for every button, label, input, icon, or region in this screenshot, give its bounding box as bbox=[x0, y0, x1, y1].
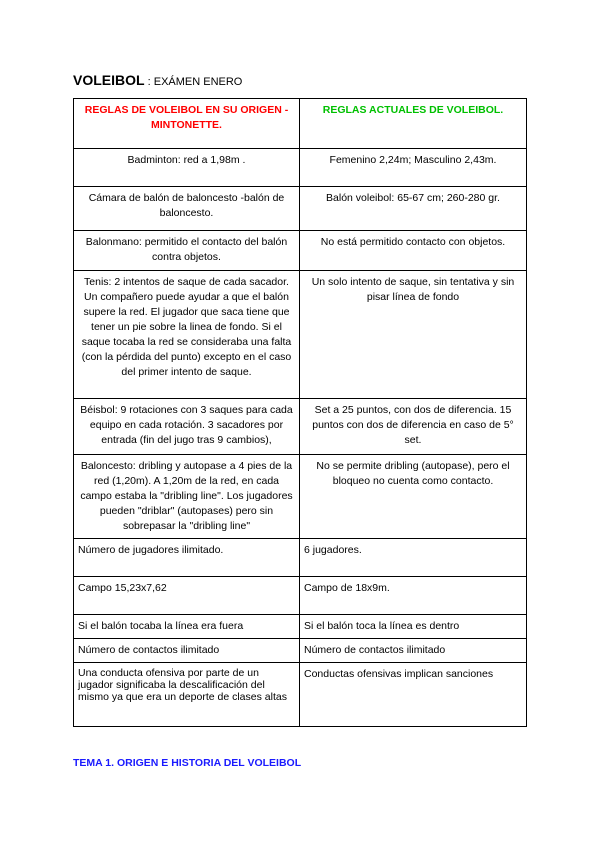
cell-current: No se permite dribling (autopase), pero el bloqueo no cuenta como contacto. bbox=[300, 455, 527, 539]
table-row bbox=[74, 577, 527, 615]
table-row bbox=[74, 187, 527, 231]
cell-origin: Una conducta ofensiva por parte de un jugador significaba la descalificación del mismo ya que era un deporte de clases altas bbox=[74, 663, 300, 727]
header-current-rules: REGLAS ACTUALES DE VOLEIBOL. bbox=[300, 99, 527, 149]
cell-origin: Número de jugadores ilimitado. bbox=[74, 539, 300, 577]
cell-current: 6 jugadores. bbox=[300, 539, 527, 577]
cell-origin: Balonmano: permitido el contacto del balón contra objetos. bbox=[74, 231, 300, 271]
cell-origin: Cámara de balón de baloncesto -balón de baloncesto. bbox=[74, 187, 300, 231]
cell-current: Un solo intento de saque, sin tentativa y sin pisar línea de fondo bbox=[300, 271, 527, 399]
header-origin-rules: REGLAS DE VOLEIBOL EN SU ORIGEN - MINTONETTE. bbox=[74, 99, 300, 149]
table-row bbox=[74, 271, 527, 399]
cell-origin: Número de contactos ilimitado bbox=[74, 639, 300, 663]
table-header-row bbox=[74, 99, 527, 149]
table-row bbox=[74, 539, 527, 577]
cell-origin: Béisbol: 9 rotaciones con 3 saques para cada equipo en cada rotación. 3 sacadores por entrada (fin del jugo tras 9 cambios), bbox=[74, 399, 300, 455]
cell-current: Número de contactos ilimitado bbox=[300, 639, 527, 663]
title-main: VOLEIBOL bbox=[73, 72, 145, 88]
cell-origin: Si el balón tocaba la línea era fuera bbox=[74, 615, 300, 639]
cell-current: Set a 25 puntos, con dos de diferencia. 15 puntos con dos de diferencia en caso de 5° set. bbox=[300, 399, 527, 455]
cell-current: Femenino 2,24m; Masculino 2,43m. bbox=[300, 149, 527, 187]
table-row bbox=[74, 399, 527, 455]
cell-current: No está permitido contacto con objetos. bbox=[300, 231, 527, 271]
cell-current: Conductas ofensivas implican sanciones bbox=[300, 663, 527, 727]
title-subtitle: : EXÁMEN ENERO bbox=[144, 76, 243, 88]
table-row bbox=[74, 639, 527, 663]
table-row bbox=[74, 231, 527, 271]
section-heading: TEMA 1. ORIGEN E HISTORIA DEL VOLEIBOL bbox=[73, 757, 302, 769]
rules-comparison-table bbox=[73, 98, 527, 727]
document-title bbox=[73, 72, 242, 88]
cell-origin: Baloncesto: dribling y autopase a 4 pies de la red (1,20m). A 1,20m de la red, en cada campo estaba la "dribling line". Los jugadores pueden "driblar" (autopases) pero sin sobrepasar la "dribling line" bbox=[74, 455, 300, 539]
cell-origin: Tenis: 2 intentos de saque de cada sacador. Un compañero puede ayudar a que el balón supere la red. El jugador que saca tiene que tener un pie sobre la linea de fondo. Si el saque tocaba la red se consideraba una falta (con la pérdida del punto) excepto en el caso del primer intento de saque. bbox=[74, 271, 300, 399]
cell-origin: Campo 15,23x7,62 bbox=[74, 577, 300, 615]
cell-current: Si el balón toca la línea es dentro bbox=[300, 615, 527, 639]
table-row bbox=[74, 149, 527, 187]
table-row bbox=[74, 663, 527, 727]
cell-current: Campo de 18x9m. bbox=[300, 577, 527, 615]
cell-origin: Badminton: red a 1,98m . bbox=[74, 149, 300, 187]
table-row bbox=[74, 615, 527, 639]
table-row bbox=[74, 455, 527, 539]
cell-current: Balón voleibol: 65-67 cm; 260-280 gr. bbox=[300, 187, 527, 231]
